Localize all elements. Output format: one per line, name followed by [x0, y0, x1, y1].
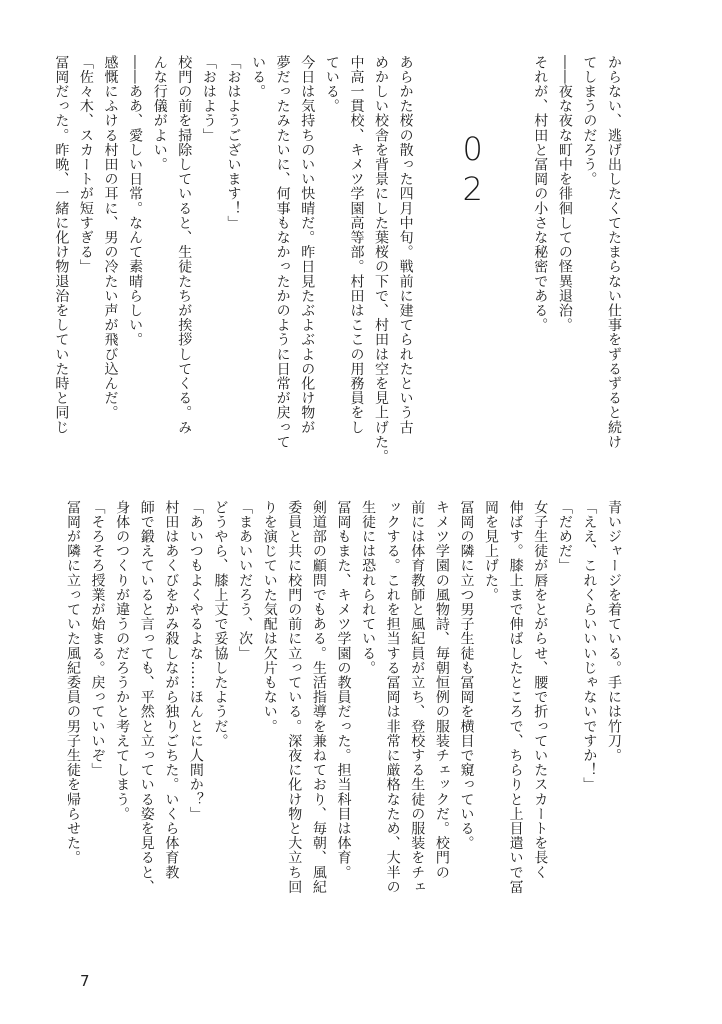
text-line: 剣道部の顧問でもある。生活指導を兼ねており、毎朝、風紀 — [310, 500, 327, 895]
text-line: 「おはようございます！」 — [225, 55, 242, 231]
text-line: からない、逃げ出したくてたまらない仕事をずるずると続け — [606, 55, 622, 450]
text-line: 「おはよう」 — [200, 55, 217, 143]
text-line: 感慨にふける村田の耳に、男の冷たい声が飛び込んだ。 — [102, 55, 119, 420]
text-line: 冨岡もまた、キメツ学園の教員だった。担当科目は体育。 — [335, 500, 352, 880]
text-line: 冨岡だった。昨晩、一緒に化け物退治をしていた時と同じ — [53, 55, 70, 435]
text-line: 「あいつもよくやるよな……ほんとに人間か？」 — [187, 500, 204, 822]
text-line: 冨岡が隣に立っていた風紀委員の男子生徒を帰らせた。 — [64, 500, 81, 865]
text-line: めかしい校舎を背景にした葉桜の下で、村田は空を見上げた。 — [373, 55, 390, 464]
text-line: 生徒には恐れられている。 — [360, 500, 377, 676]
text-line: ックする。これを担当する冨岡は非常に厳格なため、大半の — [384, 500, 401, 895]
text-line: 委員と共に校門の前に立っている。深夜に化け物と大立ち回 — [286, 500, 303, 895]
text-line: ――夜な夜な町中を徘徊しての怪異退治。 — [556, 55, 573, 333]
text-line: 「佐々木、スカートが短すぎる」 — [77, 55, 94, 274]
text-line: 夢だったみたいに、何事もなかったかのように日常が戻って — [274, 55, 291, 450]
text-line: 女子生徒が唇をとがらせ、腰で折っていたスカートを長く — [532, 500, 549, 880]
text-line: 「ええ、これくらいいいじゃないですか！」 — [581, 500, 598, 792]
text-line: 岡を見上げた。 — [483, 500, 500, 603]
text-line: ている。 — [323, 55, 340, 114]
text-line: 「まあいいだろう、次」 — [237, 500, 254, 661]
text-line: 冨岡の隣に立つ男子生徒も冨岡を横目で窺っている。 — [458, 500, 475, 851]
text-line: あらかた桜の散った四月中旬。戦前に建てられたという古 — [397, 55, 414, 435]
text-line: いる。 — [250, 55, 267, 99]
text-line: てしまうのだろう。 — [581, 55, 598, 187]
text-line: 青いジャージを着ている。手には竹刀。 — [606, 500, 622, 763]
text-line: りを演じていた気配は欠片もない。 — [261, 500, 278, 734]
text-line: 前には体育教師と風紀員が立ち、登校する生徒の服装をチェ — [409, 500, 426, 895]
text-line: 中高一貫校、キメツ学園高等部。村田はここの用務員をし — [348, 55, 365, 435]
text-line: 今日は気持ちのいい快晴だ。昨日見たぶよぶよの化け物が — [299, 55, 316, 435]
text-line: んな行儀がよい。 — [151, 55, 168, 172]
text-line: 「だめだ」 — [556, 500, 573, 573]
text-line: 師で鍛えていると言っても、平然と立っている姿を見ると、 — [138, 500, 155, 895]
text-line: どうやら、膝上丈で妥協したようだ。 — [212, 500, 229, 749]
lower-text-block — [64, 500, 626, 920]
text-line: それが、村田と冨岡の小さな秘密である。 — [532, 55, 549, 333]
text-line: 身体のつくりが違うのだろうかと考えてしまう。 — [114, 500, 131, 822]
upper-text-block — [53, 55, 626, 480]
text-line: 校門の前を掃除していると、生徒たちが挨拶してくる。み — [176, 55, 193, 435]
text-line: 伸ばす。膝上まで伸ばしたところで、ちらりと上目遣いで冨 — [507, 500, 524, 895]
text-line: 村田はあくびをかみ殺しながら独りごちた。いくら体育教 — [163, 500, 180, 880]
text-line: キメツ学園の風物詩、毎朝恒例の服装チェックだ。校門の — [433, 500, 450, 880]
text-line: ――ああ、愛しい日常。なんて素晴らしい。 — [127, 55, 144, 347]
page-number: 7 — [80, 972, 90, 990]
chapter-heading: 02 — [453, 130, 492, 210]
text-line: 「そろそろ授業が始まる。戻っていいぞ」 — [89, 500, 106, 778]
